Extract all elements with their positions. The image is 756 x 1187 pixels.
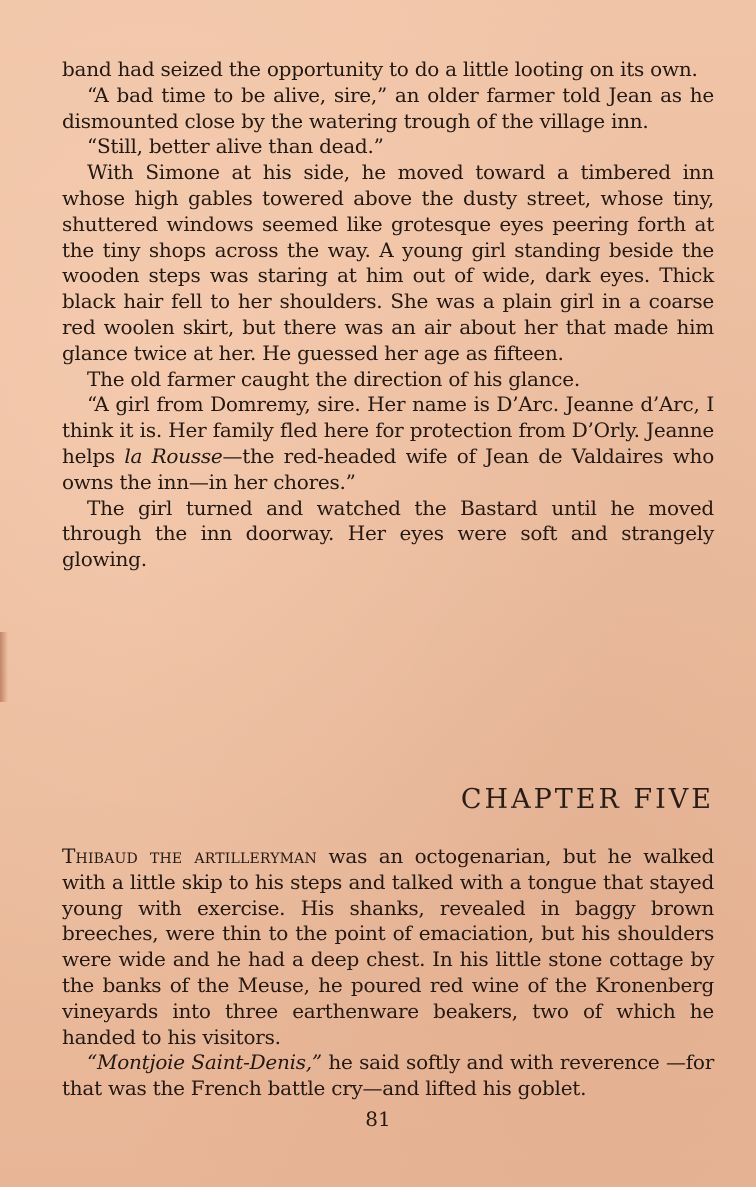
paragraph: With Simone at his side, he moved toward a timbered inn whose high gables towered above the dusty street, whose tiny, shuttered windows seemed like grotesque eyes peering forth at the tiny shops across the way. A young girl standing beside the wooden steps was staring at him out of wide, dark eyes. Thick black hair fell to her shoulders. She was a plain girl in a coarse red woolen skirt, but there was an air about her that made him glance twice at her. He guessed her age as fifteen. [62, 160, 714, 365]
text-run: “A girl from Domremy, sire. Her name is D’Arc. Jeanne d’Arc, I think it is. Her family fled here for protection from D’Orly. Jeanne helps [62, 392, 714, 468]
paragraph: “A bad time to be alive, sire,” an older farmer told Jean as he dismounted close by the watering trough of the village inn. [62, 82, 714, 133]
page-number: 81 [365, 1107, 391, 1131]
chapter-title: CHAPTER FIVE [460, 784, 714, 816]
paragraph: band had seized the opportunity to do a little looting on its own. [62, 57, 698, 81]
italic-text: la Rousse [124, 443, 223, 468]
paragraph: The old farmer caught the direction of his glance. [87, 366, 580, 391]
paragraph [62, 392, 714, 495]
paragraph: The girl turned and watched the Bastard until he moved through the inn doorway. Her eyes were soft and strangely glowing. [62, 495, 714, 572]
paragraph [62, 844, 714, 1050]
smallcaps-lead-in: Thibaud the artilleryman [62, 844, 317, 868]
page-edge-stain [0, 632, 8, 702]
text-run: —the red-headed wife of Jean de Valdaires who owns the inn—in her chores.” [62, 443, 714, 494]
italic-text: “Montjoie Saint-Denis,” [87, 1050, 322, 1075]
top-text-block [62, 57, 714, 573]
paragraph: “Still, better alive than dead.” [87, 134, 384, 159]
bottom-text-block [62, 844, 714, 1102]
text-run: he said softly and with reverence —for that was the French battle cry—and lifted his goblet. [62, 1050, 714, 1101]
text-run: was an octogenarian, but he walked with a little skip to his steps and talked with a tongue that stayed young with exercise. His shanks, revealed in baggy brown breeches, were thin to the point of emaciation, but his shoulders were wide and he had a deep chest. In his little stone cottage by the banks of the Meuse, he poured red wine of the Kronenberg vineyards into three earthenware beakers, two of which he handed to his visitors. [62, 844, 714, 1049]
paragraph [62, 1050, 714, 1102]
